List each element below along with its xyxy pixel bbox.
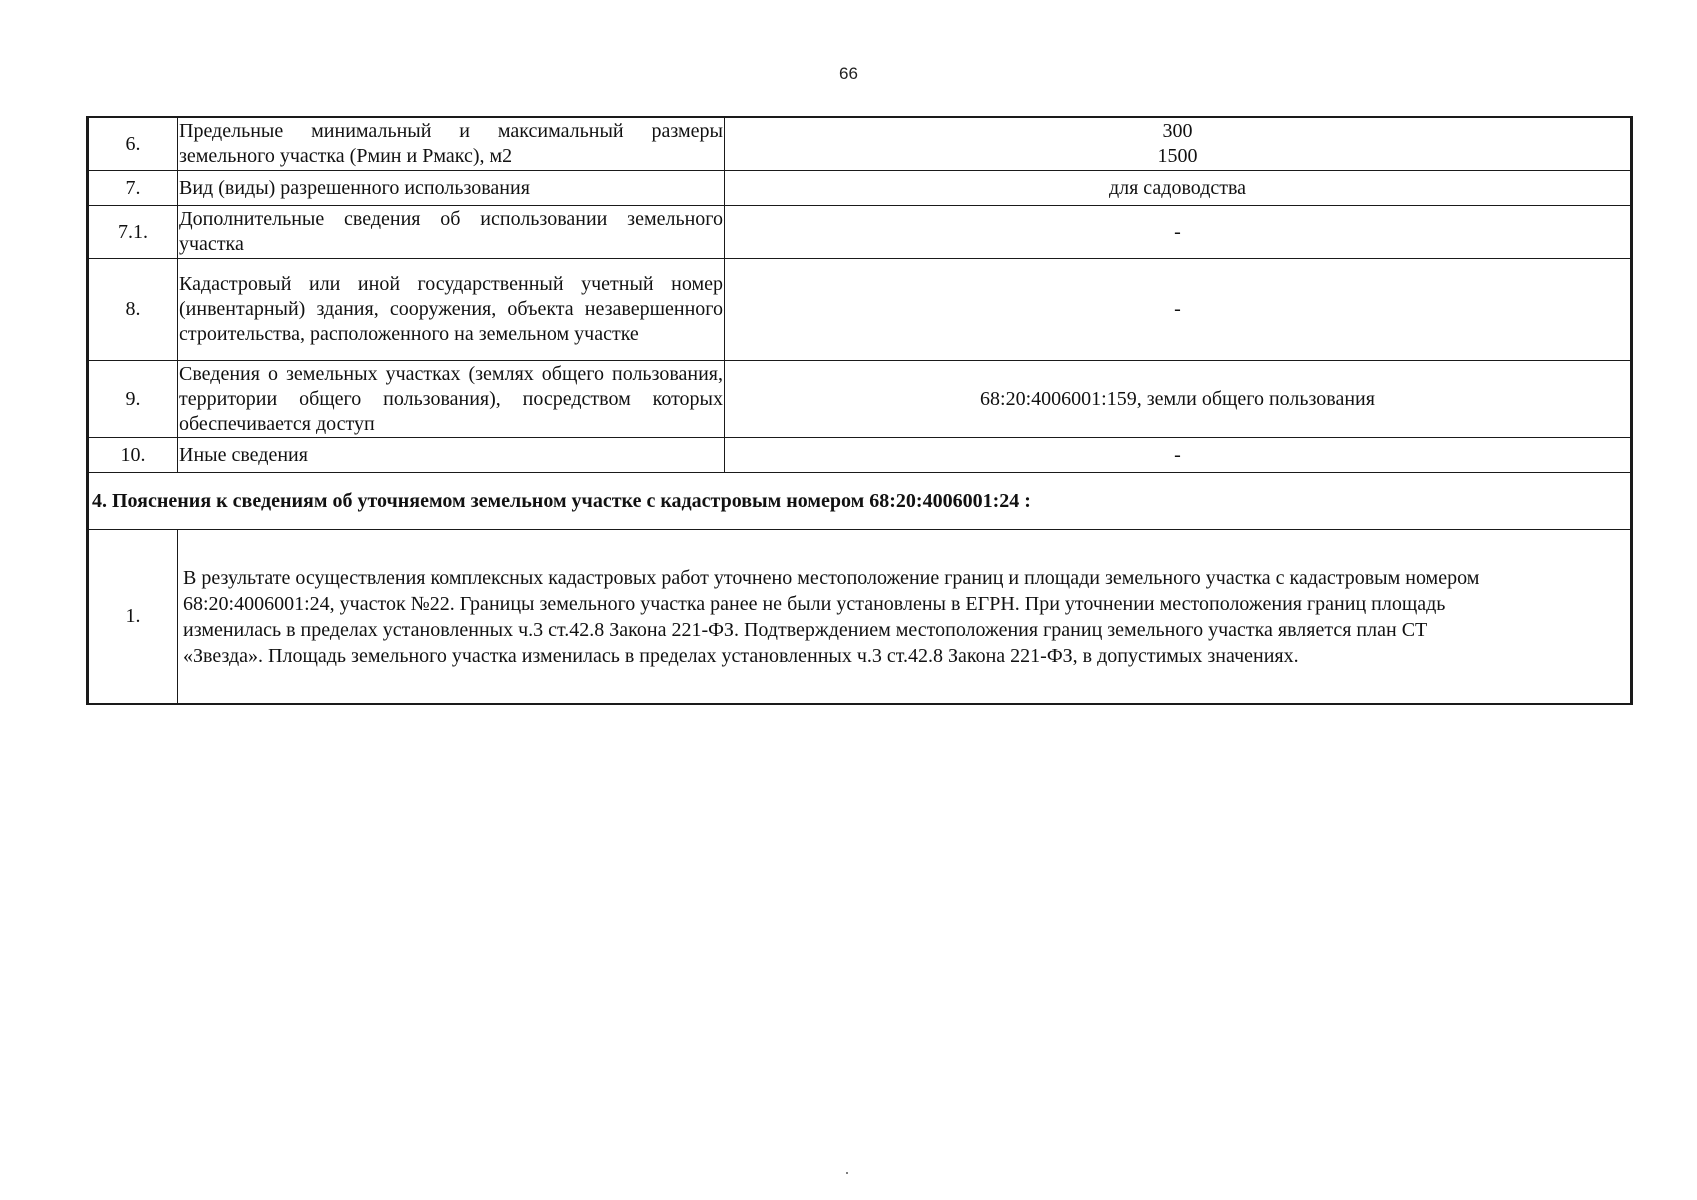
note-number: 1. xyxy=(88,530,178,705)
row-label: Предельные минимальный и максимальный размеры земельного участка (Рмин и Рмакс), м2 xyxy=(178,117,725,171)
page-number: 66 xyxy=(839,64,858,83)
footer-mark xyxy=(846,1172,848,1174)
table-row xyxy=(88,361,1632,438)
row-number: 6. xyxy=(88,117,178,171)
row-label: Кадастровый или иной государственный учетный номер (инвентарный) здания, сооружения, объекта незавершенного строительства, расположенного на земельном участке xyxy=(178,259,725,361)
row-number: 9. xyxy=(88,361,178,438)
note-line: В результате осуществления комплексных кадастровых работ уточнено местоположение границ и площади земельного участка с кадастровым номером xyxy=(183,566,1480,589)
table-row xyxy=(88,117,1632,171)
land-plot-info-table xyxy=(86,116,1633,705)
note-line: 68:20:4006001:24, участок №22. Границы земельного участка ранее не были установлены в ЕГРН. При уточнении местоположения границ площадь xyxy=(183,592,1446,615)
row-value: - xyxy=(725,259,1632,361)
table-row xyxy=(88,438,1632,473)
table-row xyxy=(88,259,1632,361)
row-value: для садоводства xyxy=(725,171,1632,206)
row-value: - xyxy=(725,438,1632,473)
row-label: Иные сведения xyxy=(178,438,725,473)
row-value xyxy=(725,117,1632,171)
footer-mark-text: . xyxy=(844,1160,847,1171)
row-number: 7.1. xyxy=(88,206,178,259)
row-value: 68:20:4006001:159, земли общего пользования xyxy=(725,361,1632,438)
min-size-value: 300 xyxy=(1162,120,1193,142)
row-label: Дополнительные сведения об использовании земельного участка xyxy=(178,206,725,259)
row-number: 7. xyxy=(88,171,178,206)
row-label: Вид (виды) разрешенного использования xyxy=(178,171,725,206)
section-4-title: 4. Пояснения к сведениям об уточняемом земельном участке с кадастровым номером 68:20:4006001:24 : xyxy=(88,473,1632,530)
row-value: - xyxy=(725,206,1632,259)
row-number: 8. xyxy=(88,259,178,361)
section-header-row xyxy=(88,473,1632,530)
table-row xyxy=(88,206,1632,259)
note-line: «Звезда». Площадь земельного участка изменилась в пределах установленных ч.3 ст.42.8 Закона 221-ФЗ, в допустимых значениях. xyxy=(183,644,1299,667)
note-line: изменилась в пределах установленных ч.3 ст.42.8 Закона 221-ФЗ. Подтверждением местоположения границ земельного участка является план СТ xyxy=(183,618,1428,641)
note-row xyxy=(88,530,1632,705)
max-size-value: 1500 xyxy=(1157,145,1198,167)
table-row xyxy=(88,171,1632,206)
note-text xyxy=(178,530,1632,705)
row-number: 10. xyxy=(88,438,178,473)
row-label: Сведения о земельных участках (землях общего пользования, территории общего пользования), посредством которых обеспечивается доступ xyxy=(178,361,725,438)
